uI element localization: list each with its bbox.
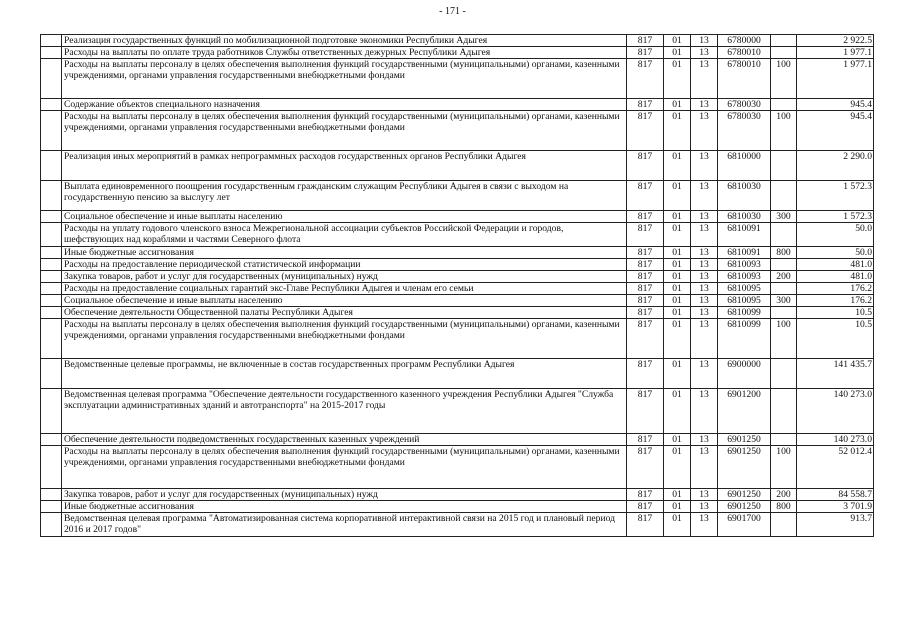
table-row — [41, 211, 874, 223]
row-sum: 176.2 — [797, 295, 874, 307]
row-csr: 6780000 — [718, 35, 771, 47]
row-ved: 817 — [627, 151, 664, 181]
row-pr: 13 — [691, 283, 718, 295]
row-margin-cell — [41, 307, 62, 319]
row-pr: 13 — [691, 319, 718, 359]
row-csr: 6810099 — [718, 307, 771, 319]
table-row — [41, 151, 874, 181]
row-rz: 01 — [664, 35, 691, 47]
row-sum: 84 558.7 — [797, 489, 874, 501]
row-csr: 6810099 — [718, 319, 771, 359]
row-ved: 817 — [627, 359, 664, 389]
row-pr: 13 — [691, 307, 718, 319]
row-vr — [771, 99, 797, 111]
row-csr: 6810030 — [718, 211, 771, 223]
row-name: Расходы на выплаты персоналу в целях обеспечения выполнения функций государственными (муниципальными) органами, казенными учреждениями, органами управления государственными внебюджетными фондами — [62, 319, 627, 359]
row-margin-cell — [41, 501, 62, 513]
row-rz: 01 — [664, 59, 691, 99]
row-pr: 13 — [691, 247, 718, 259]
row-csr: 6780010 — [718, 59, 771, 99]
row-sum: 10.5 — [797, 307, 874, 319]
table-row — [41, 489, 874, 501]
row-pr: 13 — [691, 513, 718, 537]
row-pr: 13 — [691, 35, 718, 47]
row-name: Иные бюджетные ассигнования — [62, 247, 627, 259]
row-margin-cell — [41, 59, 62, 99]
table-row — [41, 295, 874, 307]
table-row — [41, 247, 874, 259]
row-csr: 6810000 — [718, 151, 771, 181]
row-vr — [771, 513, 797, 537]
row-pr: 13 — [691, 295, 718, 307]
row-ved: 817 — [627, 47, 664, 59]
row-csr: 6810030 — [718, 181, 771, 211]
row-pr: 13 — [691, 181, 718, 211]
row-margin-cell — [41, 111, 62, 151]
row-margin-cell — [41, 389, 62, 434]
row-margin-cell — [41, 434, 62, 446]
row-pr: 13 — [691, 446, 718, 489]
row-sum: 1 977.1 — [797, 47, 874, 59]
row-sum: 481.0 — [797, 259, 874, 271]
table-row — [41, 223, 874, 247]
row-pr: 13 — [691, 359, 718, 389]
table-row — [41, 35, 874, 47]
row-margin-cell — [41, 513, 62, 537]
row-vr: 300 — [771, 211, 797, 223]
row-vr: 100 — [771, 446, 797, 489]
row-rz: 01 — [664, 295, 691, 307]
row-name: Расходы на выплаты персоналу в целях обеспечения выполнения функций государственными (муниципальными) органами, казенными учреждениями, органами управления государственными внебюджетными фондами — [62, 446, 627, 489]
row-vr: 300 — [771, 295, 797, 307]
row-margin-cell — [41, 35, 62, 47]
row-name: Закупка товаров, работ и услуг для государственных (муниципальных) нужд — [62, 271, 627, 283]
row-name: Расходы на выплаты персоналу в целях обеспечения выполнения функций государственными (муниципальными) органами, казенными учреждениями, органами управления государственными внебюджетными фондами — [62, 59, 627, 99]
row-vr — [771, 151, 797, 181]
row-ved: 817 — [627, 99, 664, 111]
page-number: - 171 - — [439, 6, 466, 17]
row-sum: 945.4 — [797, 99, 874, 111]
row-vr — [771, 181, 797, 211]
row-csr: 6810091 — [718, 247, 771, 259]
row-margin-cell — [41, 271, 62, 283]
row-sum: 913.7 — [797, 513, 874, 537]
row-margin-cell — [41, 359, 62, 389]
row-sum: 141 435.7 — [797, 359, 874, 389]
row-ved: 817 — [627, 319, 664, 359]
table-row — [41, 446, 874, 489]
row-csr: 6901250 — [718, 446, 771, 489]
table-row — [41, 501, 874, 513]
row-vr — [771, 47, 797, 59]
row-margin-cell — [41, 99, 62, 111]
row-rz: 01 — [664, 223, 691, 247]
row-rz: 01 — [664, 501, 691, 513]
row-pr: 13 — [691, 389, 718, 434]
row-vr — [771, 35, 797, 47]
row-name: Содержание объектов специального назначения — [62, 99, 627, 111]
row-csr: 6900000 — [718, 359, 771, 389]
row-rz: 01 — [664, 513, 691, 537]
row-vr — [771, 283, 797, 295]
row-csr: 6780030 — [718, 99, 771, 111]
row-csr: 6901700 — [718, 513, 771, 537]
budget-table — [40, 34, 874, 537]
row-sum: 176.2 — [797, 283, 874, 295]
row-ved: 817 — [627, 295, 664, 307]
row-sum: 140 273.0 — [797, 389, 874, 434]
row-margin-cell — [41, 223, 62, 247]
row-sum: 2 290.0 — [797, 151, 874, 181]
table-row — [41, 271, 874, 283]
row-ved: 817 — [627, 283, 664, 295]
row-rz: 01 — [664, 181, 691, 211]
table-row — [41, 513, 874, 537]
row-vr — [771, 389, 797, 434]
row-sum: 52 012.4 — [797, 446, 874, 489]
row-margin-cell — [41, 446, 62, 489]
row-name: Ведомственные целевые программы, не включенные в состав государственных программ Республики Адыгея — [62, 359, 627, 389]
row-rz: 01 — [664, 489, 691, 501]
row-csr: 6810093 — [718, 271, 771, 283]
row-name: Закупка товаров, работ и услуг для государственных (муниципальных) нужд — [62, 489, 627, 501]
row-name: Социальное обеспечение и иные выплаты населению — [62, 211, 627, 223]
row-csr: 6780030 — [718, 111, 771, 151]
row-rz: 01 — [664, 47, 691, 59]
row-csr: 6901250 — [718, 434, 771, 446]
row-vr — [771, 359, 797, 389]
row-name: Ведомственная целевая программа "Обеспечение деятельности государственного казенного учреждения Республики Адыгея "Служба эксплуатации административных зданий и автотранспорта" на 2015-2017 годы — [62, 389, 627, 434]
row-ved: 817 — [627, 501, 664, 513]
row-rz: 01 — [664, 259, 691, 271]
row-pr: 13 — [691, 259, 718, 271]
row-sum: 1 977.1 — [797, 59, 874, 99]
row-ved: 817 — [627, 181, 664, 211]
table-row — [41, 47, 874, 59]
row-margin-cell — [41, 181, 62, 211]
row-csr: 6780010 — [718, 47, 771, 59]
row-name: Расходы на уплату годового членского взноса Межрегиональной ассоциации субъектов Российской Федерации и городов, шефствующих над кораблями и частями Северного флота — [62, 223, 627, 247]
row-vr — [771, 223, 797, 247]
row-pr: 13 — [691, 211, 718, 223]
row-name: Социальное обеспечение и иные выплаты населению — [62, 295, 627, 307]
row-pr: 13 — [691, 223, 718, 247]
row-ved: 817 — [627, 223, 664, 247]
row-rz: 01 — [664, 271, 691, 283]
row-pr: 13 — [691, 47, 718, 59]
row-ved: 817 — [627, 389, 664, 434]
row-rz: 01 — [664, 99, 691, 111]
row-margin-cell — [41, 247, 62, 259]
row-rz: 01 — [664, 446, 691, 489]
row-rz: 01 — [664, 307, 691, 319]
row-vr: 800 — [771, 247, 797, 259]
row-vr: 100 — [771, 59, 797, 99]
row-vr: 100 — [771, 111, 797, 151]
row-pr: 13 — [691, 99, 718, 111]
table-row — [41, 111, 874, 151]
row-margin-cell — [41, 295, 62, 307]
row-margin-cell — [41, 319, 62, 359]
row-sum: 50.0 — [797, 223, 874, 247]
row-vr — [771, 259, 797, 271]
row-margin-cell — [41, 47, 62, 59]
row-pr: 13 — [691, 434, 718, 446]
row-csr: 6810091 — [718, 223, 771, 247]
row-name: Обеспечение деятельности Общественной палаты Республики Адыгея — [62, 307, 627, 319]
row-vr — [771, 434, 797, 446]
row-sum: 3 701.9 — [797, 501, 874, 513]
table-row — [41, 59, 874, 99]
row-vr: 200 — [771, 489, 797, 501]
row-rz: 01 — [664, 359, 691, 389]
row-ved: 817 — [627, 247, 664, 259]
row-rz: 01 — [664, 211, 691, 223]
row-vr: 200 — [771, 271, 797, 283]
row-rz: 01 — [664, 434, 691, 446]
table-row — [41, 359, 874, 389]
row-csr: 6810095 — [718, 295, 771, 307]
row-rz: 01 — [664, 151, 691, 181]
row-ved: 817 — [627, 59, 664, 99]
table-row — [41, 99, 874, 111]
row-pr: 13 — [691, 489, 718, 501]
row-name: Выплата единовременного поощрения государственным гражданским служащим Республики Адыгея в связи с выходом на государственную пенсию за выслугу лет — [62, 181, 627, 211]
row-pr: 13 — [691, 151, 718, 181]
row-margin-cell — [41, 151, 62, 181]
row-margin-cell — [41, 259, 62, 271]
budget-table-body — [41, 35, 874, 537]
table-row — [41, 181, 874, 211]
row-rz: 01 — [664, 319, 691, 359]
row-sum: 1 572.3 — [797, 211, 874, 223]
row-ved: 817 — [627, 271, 664, 283]
row-csr: 6901250 — [718, 489, 771, 501]
table-row — [41, 319, 874, 359]
row-ved: 817 — [627, 513, 664, 537]
row-name: Иные бюджетные ассигнования — [62, 501, 627, 513]
row-pr: 13 — [691, 111, 718, 151]
row-name: Реализация иных мероприятий в рамках непрограммных расходов государственных органов Республики Адыгея — [62, 151, 627, 181]
table-row — [41, 434, 874, 446]
row-name: Расходы на предоставление периодической статистической информации — [62, 259, 627, 271]
row-pr: 13 — [691, 501, 718, 513]
row-ved: 817 — [627, 259, 664, 271]
row-sum: 945.4 — [797, 111, 874, 151]
row-name: Обеспечение деятельности подведомственных государственных казенных учреждений — [62, 434, 627, 446]
row-rz: 01 — [664, 111, 691, 151]
row-csr: 6810095 — [718, 283, 771, 295]
row-ved: 817 — [627, 111, 664, 151]
row-vr: 800 — [771, 501, 797, 513]
row-margin-cell — [41, 283, 62, 295]
row-rz: 01 — [664, 389, 691, 434]
row-ved: 817 — [627, 307, 664, 319]
row-ved: 817 — [627, 211, 664, 223]
row-ved: 817 — [627, 35, 664, 47]
row-csr: 6810093 — [718, 259, 771, 271]
row-name: Расходы на предоставление социальных гарантий экс-Главе Республики Адыгея и членам его семьи — [62, 283, 627, 295]
row-ved: 817 — [627, 434, 664, 446]
row-ved: 817 — [627, 446, 664, 489]
row-sum: 1 572.3 — [797, 181, 874, 211]
row-name: Расходы на выплаты по оплате труда работников Службы ответственных дежурных Республики Адыгея — [62, 47, 627, 59]
row-csr: 6901200 — [718, 389, 771, 434]
row-name: Реализация государственных функций по мобилизационной подготовке экономики Республики Адыгея — [62, 35, 627, 47]
row-sum: 2 922.5 — [797, 35, 874, 47]
row-csr: 6901250 — [718, 501, 771, 513]
row-sum: 50.0 — [797, 247, 874, 259]
row-vr: 100 — [771, 319, 797, 359]
table-row — [41, 389, 874, 434]
table-row — [41, 283, 874, 295]
row-pr: 13 — [691, 59, 718, 99]
table-row — [41, 307, 874, 319]
row-sum: 481.0 — [797, 271, 874, 283]
row-rz: 01 — [664, 283, 691, 295]
row-pr: 13 — [691, 271, 718, 283]
row-rz: 01 — [664, 247, 691, 259]
row-name: Расходы на выплаты персоналу в целях обеспечения выполнения функций государственными (муниципальными) органами, казенными учреждениями, органами управления государственными внебюджетными фондами — [62, 111, 627, 151]
row-name: Ведомственная целевая программа "Автоматизированная система корпоративной интерактивной связи на 2015 год и плановый период 2016 и 2017 годов" — [62, 513, 627, 537]
row-ved: 817 — [627, 489, 664, 501]
table-row — [41, 259, 874, 271]
row-margin-cell — [41, 211, 62, 223]
row-vr — [771, 307, 797, 319]
row-margin-cell — [41, 489, 62, 501]
row-sum: 10.5 — [797, 319, 874, 359]
row-sum: 140 273.0 — [797, 434, 874, 446]
